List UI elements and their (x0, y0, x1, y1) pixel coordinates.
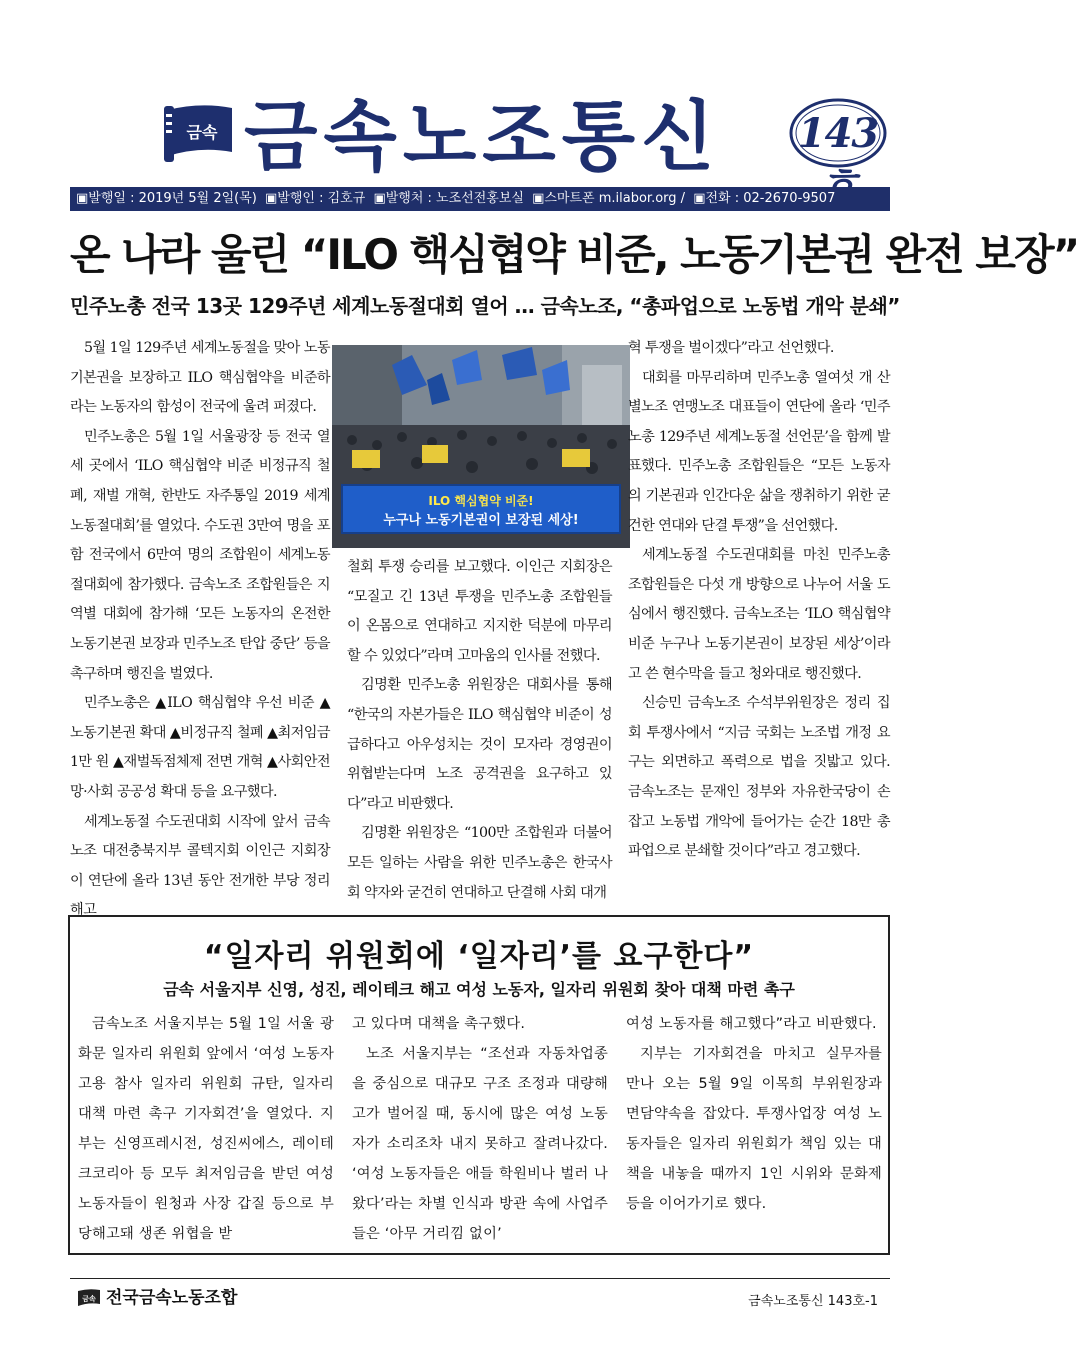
paragraph: 김명환 위원장은 “100만 조합원과 더불어 모든 일하는 사람을 위한 민주노총은 한국사회 약자와 굳건히 연대하고 단결해 사회 대개 (347, 825, 612, 901)
paragraph: 5월 1일 129주년 세계노동절을 맞아 노동기본권을 보장하고 ILO 핵심협약을 비준하라는 노동자의 함성이 전국에 울려 퍼졌다. (70, 340, 330, 416)
newspaper-title: 금속노조통신 (244, 92, 721, 181)
article1-column-3 (628, 334, 890, 867)
article2-subtitle: 금속 서울지부 신영, 성진, 레이테크 해고 여성 노동자, 일자리 위원회 찾아 대책 마련 촉구 (163, 980, 795, 999)
paragraph: 민주노총은 5월 1일 서울광장 등 전국 열세 곳에서 ‘ILO 핵심협약 비준 비정규직 철폐, 재벌 개혁, 한반도 자주통일 2019 세계노동절대회’를 열었다. 수도권 3만여 명을 포함 전국에서 6만여 명의 조합원이 세계노동절대회에 참가했다. 금속노조 조합원들은 지역별 대회에 참가해 ‘모든 노동자의 온전한 노동기본권 보장과 민주노조 탄압 중단’ 등을 촉구하며 행진을 벌였다. (70, 428, 330, 682)
svg-text:금속: 금속 (82, 1295, 96, 1303)
footer-divider (70, 1278, 890, 1279)
article2-box (68, 915, 890, 1255)
paragraph: 여성 노동자를 해고했다”라고 비판했다. (626, 1016, 877, 1032)
main-headline: 온 나라 울린 “ILO 핵심협약 비준, 노동기본권 완전 보장” (70, 230, 1078, 279)
rally-photo (332, 345, 630, 548)
mobile-site: ▣스마트폰 m.ilabor.org / (532, 191, 686, 206)
article1-column-1 (70, 334, 330, 926)
organization-name: 전국금속노동조합 (106, 1288, 238, 1308)
paragraph: 세계노동절 수도권대회 시작에 앞서 금속노조 대전충북지부 콜텍지회 이인근 지회장이 연단에 올라 13년 동안 전개한 부당 정리해고 (70, 813, 330, 919)
svg-text:금속: 금속 (186, 123, 218, 142)
footer-issue-label: 금속노조통신 143호-1 (748, 1294, 878, 1309)
paragraph: 신승민 금속노조 수석부위원장은 정리 집회 투쟁사에서 “지금 국회는 노조법 개정 요구는 외면하고 폭력으로 법을 짓밟고 있다. 금속노조는 문재인 정부와 자유한국당이 손잡고 노동법 개악에 들어가는 순간 18만 총파업으로 분쇄할 것이다”라고 경고했다. (628, 695, 890, 860)
svg-text:누구나 노동기본권이 보장된 세상!: 누구나 노동기본권이 보장된 세상! (383, 513, 579, 528)
paragraph: 김명환 민주노총 위원장은 대회사를 통해 “한국의 자본가들은 ILO 핵심협약 비준이 성급하다고 아우성치는 것이 모자라 경영권이 위협받는다며 노조 공격권을 요구하고 있다”라고 비판했다. (347, 677, 612, 812)
publish-date: ▣발행일 : 2019년 5월 2일(목) (76, 191, 257, 206)
article2-title: “일자리 위원회에 ‘일자리’를 요구한다” (203, 939, 755, 974)
article2-column-2 (352, 1009, 608, 1249)
article1-column-2 (347, 553, 612, 908)
publisher: ▣발행인 : 김호규 (265, 191, 366, 206)
paragraph: 고 있다며 대책을 촉구했다. (352, 1016, 526, 1032)
rally-photo-image (332, 345, 630, 548)
issue-number: 143 (797, 110, 879, 157)
issuing-office: ▣발행처 : 노조선전홍보실 (373, 191, 524, 206)
paragraph: 민주노총은 ▲ILO 핵심협약 우선 비준 ▲노동기본권 확대 ▲비정규직 철폐 ▲최저임금 1만 원 ▲재벌독점체제 전면 개혁 ▲사회안전망·사회 공공성 확대 등을 요구했다. (70, 695, 330, 800)
paragraph: 지부는 기자회견을 마치고 실무자를 만나 오는 5월 9일 이목희 부위원장과 면담약속을 잡았다. 투쟁사업장 여성 노동자들은 일자리 위원회가 책임 있는 대책을 내놓을 때까지 1인 시위와 문화제 등을 이어가기로 했다. (626, 1046, 882, 1212)
publication-info-bar (70, 187, 890, 211)
union-logo-small-icon (76, 1288, 102, 1308)
paragraph: 철회 투쟁 승리를 보고했다. 이인근 지회장은 “모질고 긴 13년 투쟁을 민주노총 조합원들이 온몸으로 연대하고 지지한 덕분에 마무리할 수 있었다”라며 고마움의 인사를 전했다. (347, 559, 612, 664)
paragraph: 대회를 마무리하며 민주노총 열여섯 개 산별노조 연맹노조 대표들이 연단에 올라 ‘민주노총 129주년 세계노동절 선언문’을 함께 발표했다. 민주노총 조합원들은 “모든 노동자의 기본권과 인간다운 삶을 쟁취하기 위한 굳건한 연대와 단결 투쟁”을 선언했다. (628, 369, 890, 534)
phone: ▣전화 : 02-2670-9507 (693, 191, 836, 206)
paragraph: 금속노조 서울지부는 5월 1일 서울 광화문 일자리 위원회 앞에서 ‘여성 노동자 고용 참사 일자리 위원회 규탄, 일자리 대책 마련 촉구 기자회견’을 열었다. 지부는 신영프레시전, 성진씨에스, 레이테크코리아 등 모두 최저임금을 받던 여성 노동자들이 원청과 사장 갑질 등으로 부당해고돼 생존 위협을 받 (78, 1016, 334, 1242)
article2-column-3 (626, 1009, 882, 1219)
article2-column-1 (78, 1009, 334, 1249)
union-logo-icon (162, 100, 238, 164)
svg-text:ILO 핵심협약 비준!: ILO 핵심협약 비준! (428, 494, 534, 508)
paragraph: 혁 투쟁을 벌이겠다”라고 선언했다. (628, 340, 834, 356)
main-subheadline: 민주노총 전국 13곳 129주년 세계노동절대회 열어 … 금속노조, “총파업으로 노동법 개악 분쇄” (70, 294, 900, 318)
masthead (160, 92, 890, 187)
paragraph: 세계노동절 수도권대회를 마친 민주노총 조합원들은 다섯 개 방향으로 나누어 서울 도심에서 행진했다. 금속노조는 ‘ILO 핵심협약 비준 누구나 노동기본권이 보장된 세상’이라고 쓴 현수막을 들고 청와대로 행진했다. (628, 547, 890, 682)
paragraph: 노조 서울지부는 “조선과 자동차업종을 중심으로 대규모 구조 조정과 대량해고가 벌어질 때, 동시에 많은 여성 노동자가 소리조차 내지 못하고 잘려나갔다. ‘여성 노동자들은 애들 학원비나 벌러 나왔다’라는 차별 인식과 방관 속에 사업주들은 ‘아무 거리낌 없이’ (352, 1046, 608, 1242)
footer-organization (76, 1283, 237, 1308)
